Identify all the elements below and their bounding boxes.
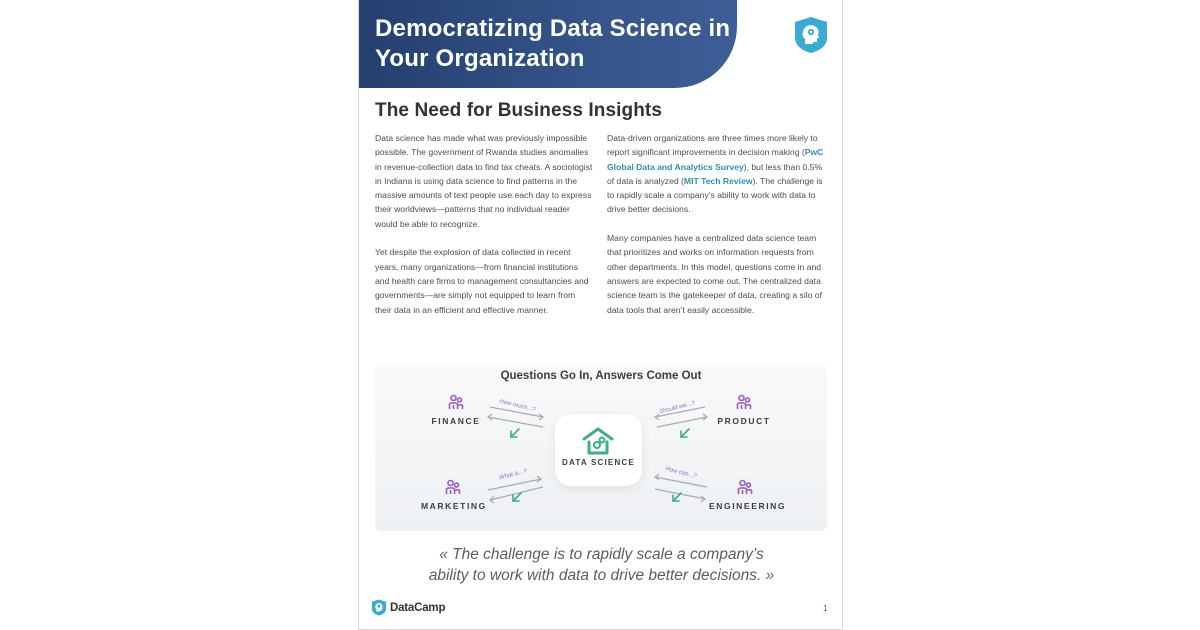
department-marketing: MARKETING [421, 479, 485, 511]
paragraph: Data science has made what was previously impossible possible. The government of Rwanda studies anomalies in revenue-collection data to find tax cheats. A sociologist in Indiana is using data science to find patterns in the massive amounts of text people use each day to express their worldviews—patterns that no individual reader would be able to recognize. [375, 133, 593, 229]
question-marketing: What is...? [498, 468, 528, 482]
department-engineering: ENGINEERING [709, 479, 781, 511]
brain-shield-icon [793, 16, 829, 54]
left-column [375, 131, 593, 331]
brain-shield-icon [371, 599, 387, 616]
department-product: PRODUCT [713, 394, 775, 426]
question-product: Should we...? [658, 400, 696, 416]
paragraph: Many companies have a centralized data science team that prioritizes and works on information requests from other departments. In this model, questions come in and answers are expected to come out. The centralized data science team is the gatekeeper of data, creating a silo of data tools that aren’t easily accessible. [607, 233, 822, 315]
department-finance: FINANCE [431, 394, 481, 426]
page-number: 1 [823, 604, 828, 613]
paragraph: Yet despite the explosion of data collected in recent years, many organizations—from financial institutions and health care firms to management consultancies and governments—are simply not equipped to learn from their data in an efficient and effective manner. [375, 247, 589, 315]
paragraph: Data-driven organizations are three times more likely to report significant improvements in decision making (PwC Global Data and Analytics Survey), but less than 0.5% of data is analyzed (MIT Tech Review). The challenge is to rapidly scale a company’s ability to work with data to drive better decisions. [607, 133, 824, 215]
brand-name: DataCamp [390, 601, 446, 614]
house-gear-icon [581, 426, 615, 456]
diagram-title: Questions Go In, Answers Come Out [500, 370, 702, 382]
pwc-survey-link[interactable]: PwC Global Data and Analytics Survey [607, 147, 824, 172]
pull-quote: « The challenge is to rapidly scale a company’s ability to work with data to drive better decisions. » [428, 546, 775, 584]
header-banner [359, 0, 737, 88]
mit-tech-review-link[interactable]: MIT Tech Review [683, 175, 753, 186]
questions-diagram [375, 365, 827, 531]
section-heading: The Need for Business Insights [375, 100, 662, 121]
question-finance: How much...? [498, 398, 536, 414]
data-science-hub: DATA SCIENCE [555, 414, 642, 486]
right-column [607, 131, 827, 331]
question-engineering: How can...? [664, 466, 697, 480]
people-icon [736, 394, 752, 410]
people-icon [737, 479, 753, 495]
document-page [358, 0, 843, 630]
document-title: Democratizing Data Science in Your Organization [375, 15, 731, 72]
datacamp-logo [371, 599, 445, 616]
people-icon [445, 479, 461, 495]
people-icon [448, 394, 464, 410]
